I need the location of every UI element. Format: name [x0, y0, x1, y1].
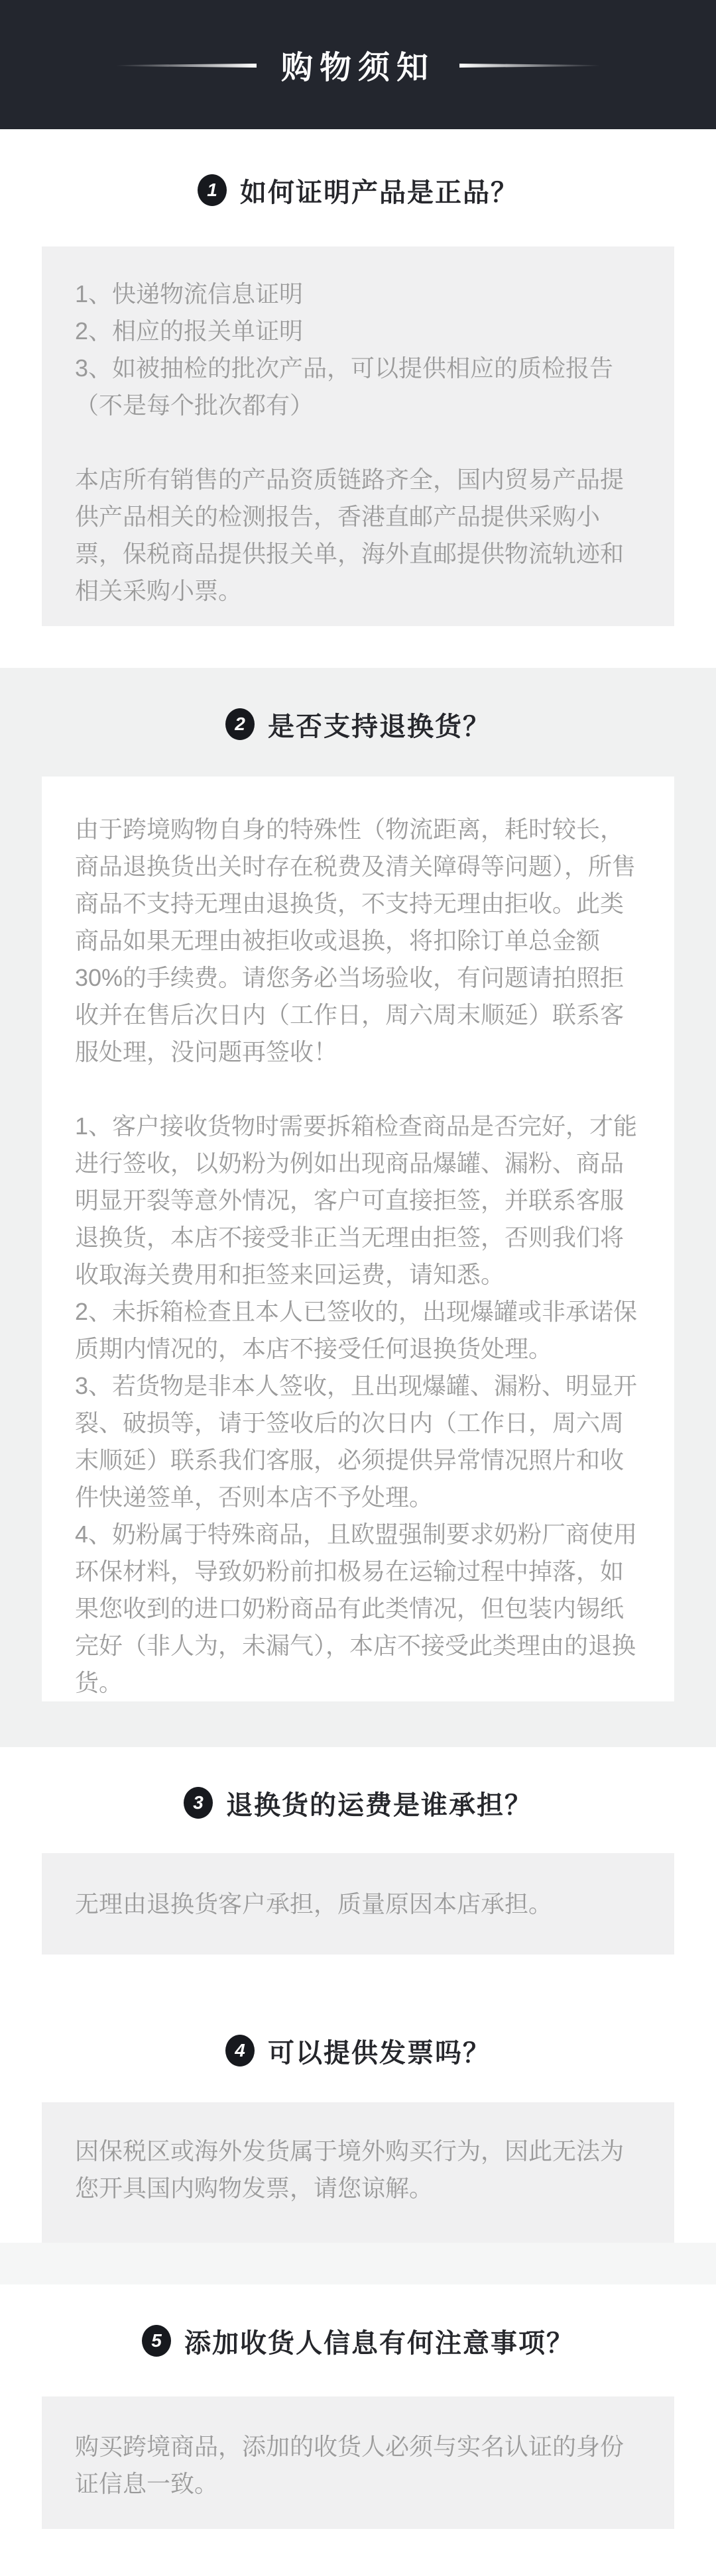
section-1-content-box — [42, 246, 674, 626]
paragraph: 4、奶粉属于特殊商品，且欧盟强制要求奶粉厂商使用环保材料，导致奶粉前扣极易在运输过程中掉落，如果您收到的进口奶粉商品有此类情况，但包装内锡纸完好（非人为，未漏气），本店不接受此类理由的退换货。 — [75, 1521, 638, 1696]
paragraph: 购买跨境商品，添加的收货人必须与实名认证的身份证信息一致。 — [75, 2433, 625, 2497]
section-1-heading — [0, 167, 716, 213]
page-header — [0, 0, 716, 129]
paragraph: 因保税区或海外发货属于境外购买行为，因此无法为您开具国内购物发票，请您谅解。 — [75, 2137, 625, 2202]
number-2-badge-icon: 2 — [225, 708, 255, 740]
section-1-title: 如何证明产品是正品？ — [240, 178, 518, 207]
paragraph: 3、若货物是非本人签收，且出现爆罐、漏粉、明显开裂、破损等，请于签收后的次日内（工作日，周六周末顺延）联系我们客服，必须提供异常情况照片和收件快递签单，否则本店不予处理。 — [75, 1372, 638, 1511]
header-decor-line-left — [116, 64, 257, 68]
paragraph: 2、未拆箱检查且本人已签收的，出现爆罐或非承诺保质期内情况的，本店不接受任何退换货处理。 — [75, 1298, 638, 1362]
section-3-heading — [0, 1780, 716, 1826]
number-4-badge-icon: 4 — [225, 2035, 255, 2066]
section-2-title: 是否支持退换货？ — [268, 712, 491, 741]
paragraph: 本店所有销售的产品资质链路齐全，国内贸易产品提供产品相关的检测报告，香港直邮产品提供采购小票，保税商品提供报关单，海外直邮提供物流轨迹和相关采购小票。 — [75, 466, 625, 604]
number-5-badge-icon: 5 — [142, 2325, 171, 2357]
section-2-heading — [0, 701, 716, 747]
paragraph: 3、如被抽检的批次产品，可以提供相应的质检报告（不是每个批次都有） — [75, 354, 614, 419]
header-decor-line-right — [459, 64, 600, 68]
section-3-content-box — [42, 1853, 674, 1955]
section-divider-band — [0, 2243, 716, 2284]
paragraph: 由于跨境购物自身的特殊性（物流距离，耗时较长，商品退换货出关时存在税费及清关障碍等问题），所售商品不支持无理由退换货，不支持无理由拒收。此类商品如果无理由被拒收或退换，将扣除订单总金额30%的手续费。请您务必当场验收，有问题请拍照拒收并在售后次日内（工作日，周六周末顺延）联系客服处理，没问题再签收！ — [75, 816, 636, 1065]
number-3-badge-icon: 3 — [184, 1787, 213, 1819]
section-4-heading — [0, 2027, 716, 2074]
section-2-content-box — [42, 777, 674, 1701]
section-5-content-box — [42, 2396, 674, 2529]
paragraph: 无理由退换货客户承担，质量原因本店承担。 — [75, 1890, 553, 1917]
section-5-heading — [0, 2318, 716, 2364]
paragraph: 1、客户接收货物时需要拆箱检查商品是否完好，才能进行签收，以奶粉为例如出现商品爆罐、漏粉、商品明显开裂等意外情况，客户可直接拒签，并联系客服退换货，本店不接受非正当无理由拒签，否则我们将收取海关费用和拒签来回运费，请知悉。 — [75, 1112, 638, 1288]
paragraph: 1、快递物流信息证明 — [75, 280, 304, 307]
section-5-title: 添加收货人信息有何注意事项？ — [184, 2328, 574, 2358]
paragraph: 2、相应的报关单证明 — [75, 317, 304, 345]
page-title: 购物须知 — [280, 50, 435, 85]
number-1-badge-icon: 1 — [198, 174, 227, 206]
section-4-title: 可以提供发票吗？ — [268, 2038, 491, 2068]
section-3-title: 退换货的运费是谁承担？ — [226, 1790, 532, 1820]
section-4-content-box — [42, 2102, 674, 2243]
